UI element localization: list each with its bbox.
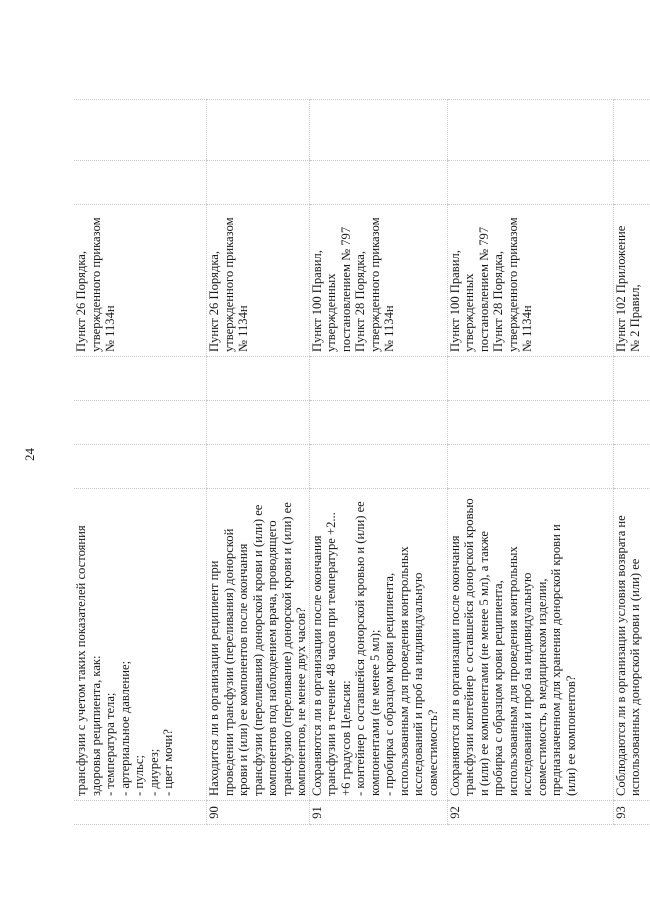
answer-cell-yes [74, 445, 207, 489]
question-cell [74, 489, 207, 801]
notes-cell [207, 100, 310, 161]
reference-line: утвержденного приказом [88, 217, 103, 352]
question-line: здоровья реципиента, как: [88, 655, 103, 796]
reference-line: утвержденных [462, 273, 476, 352]
reference-line: Пункт 28 Порядка, [491, 250, 505, 352]
question-line: компонентов, не менее двух часов? [294, 607, 308, 796]
question-line: +6 градусов Цельсия: [338, 680, 353, 796]
question-line: трансфузии в течение 48 часов при температуре +2... [324, 512, 338, 796]
table-row [447, 100, 613, 825]
question-line: - контейнер с оставшейся донорской кровью и (или) ее [353, 501, 367, 796]
question-line: - диурез; [146, 748, 161, 796]
reference-line: № 1134н [103, 305, 117, 352]
reference-line: утвержденных [324, 273, 338, 352]
reference-line: Пункт 100 Правил, [447, 250, 462, 352]
blank-cell [74, 161, 207, 205]
row-number: 90 [207, 801, 310, 825]
blank-cell [309, 161, 447, 205]
reference-line: утвержденного приказом [367, 217, 382, 352]
reference-line: постановлением № 797 [338, 226, 353, 352]
question-line: компонентов под наблюдением врача, проводящего [265, 520, 279, 796]
page-number: 24 [22, 448, 37, 461]
question-line: пробирка с образцом крови реципиента, [491, 580, 505, 796]
question-line: - температура тела; [103, 692, 117, 796]
reference-line: № 2 Правил, [628, 284, 642, 352]
notes-cell [74, 100, 207, 161]
answer-cell-no [74, 401, 207, 445]
reference-line: Пункт 102 Приложение [613, 225, 628, 352]
question-line: - пробирка с образцом крови реципиента, [382, 572, 396, 796]
answer-cell-yes [309, 445, 447, 489]
blank-cell [207, 161, 310, 205]
answer-cell-na [74, 357, 207, 401]
reference-line: постановлением № 797 [476, 226, 491, 352]
question-cell [309, 489, 447, 801]
notes-cell [613, 100, 650, 161]
question-line: трансфузии (переливания) донорской крови и (или) ее [250, 504, 265, 796]
answer-cell-yes [447, 445, 613, 489]
answer-cell-no [613, 401, 650, 445]
question-cell [207, 489, 310, 801]
answer-cell-no [207, 401, 310, 445]
question-line: использованных донорской крови и (или) ее [628, 558, 642, 796]
question-line: исследований и проб на индивидуальную [520, 572, 534, 796]
question-line: Сохраняются ли в организации после окончания [309, 535, 324, 796]
table-row [309, 100, 447, 825]
table-row [613, 100, 650, 825]
reference-cell [74, 205, 207, 357]
table-row [74, 100, 207, 825]
question-line: использованным для проведения контрольных [396, 546, 411, 796]
answer-cell-yes [613, 445, 650, 489]
reference-line: Пункт 26 Порядка, [74, 250, 88, 352]
reference-cell [207, 205, 310, 357]
question-line: (или) ее компонентов? [563, 675, 578, 796]
question-line: крови и (или) ее компонентов после окончания [236, 543, 250, 796]
answer-cell-no [447, 401, 613, 445]
question-line: использованным для проведения контрольных [505, 546, 520, 796]
checklist-table [74, 99, 650, 825]
question-line: трансфузию (переливание) донорской крови и (или) ее [279, 502, 294, 796]
question-cell [447, 489, 613, 801]
table-row [207, 100, 310, 825]
answer-cell-no [309, 401, 447, 445]
question-line: совместимость, в медицинском изделии, [534, 578, 549, 796]
reference-cell [613, 205, 650, 357]
notes-cell [309, 100, 447, 161]
question-line: совместимость? [425, 709, 440, 796]
reference-cell [309, 205, 447, 357]
reference-cell [447, 205, 613, 357]
question-line: трансфузии с учетом таких показателей состояния [74, 525, 88, 796]
answer-cell-na [309, 357, 447, 401]
reference-line: утвержденного приказом [505, 217, 520, 352]
answer-cell-na [207, 357, 310, 401]
question-line: Сохраняются ли в организации после окончания [447, 535, 462, 796]
reference-line: Пункт 100 Правил, [309, 250, 324, 352]
reference-line: утвержденного приказом [221, 217, 236, 352]
question-line: компонентами (не менее 5 мл); [367, 629, 382, 796]
notes-cell [447, 100, 613, 161]
blank-cell [447, 161, 613, 205]
question-line: - цвет мочи? [161, 729, 175, 796]
answer-cell-na [613, 357, 650, 401]
question-line: и (или) ее компонентами (не менее 5 мл), а также [476, 531, 491, 796]
blank-cell [613, 161, 650, 205]
question-line: предназначенном для хранения донорской крови и [549, 524, 563, 796]
question-cell [613, 489, 650, 801]
answer-cell-yes [207, 445, 310, 489]
reference-line: № 1134н [382, 305, 396, 352]
reference-line: № 1134н [236, 305, 250, 352]
reference-line: Пункт 28 Порядка, [353, 250, 367, 352]
answer-cell-na [447, 357, 613, 401]
row-number: 92 [447, 801, 613, 825]
row-number [74, 801, 207, 825]
question-line: трансфузии контейнер с оставшейся донорской кровью [462, 498, 476, 796]
reference-line: Пункт 26 Порядка, [207, 250, 221, 352]
question-line: - артериальное давление; [117, 660, 132, 796]
question-line: Соблюдаются ли в организации условия возврата не [613, 515, 628, 796]
question-line: - пульс; [132, 755, 146, 796]
question-line: исследований и проб на индивидуальную [411, 572, 425, 796]
reference-line: № 1134н [520, 305, 534, 352]
row-number: 91 [309, 801, 447, 825]
question-line: проведении трансфузии (переливания) донорской [221, 528, 236, 796]
question-line: Находится ли в организации реципиент при [207, 560, 221, 796]
row-number: 93 [613, 801, 650, 825]
